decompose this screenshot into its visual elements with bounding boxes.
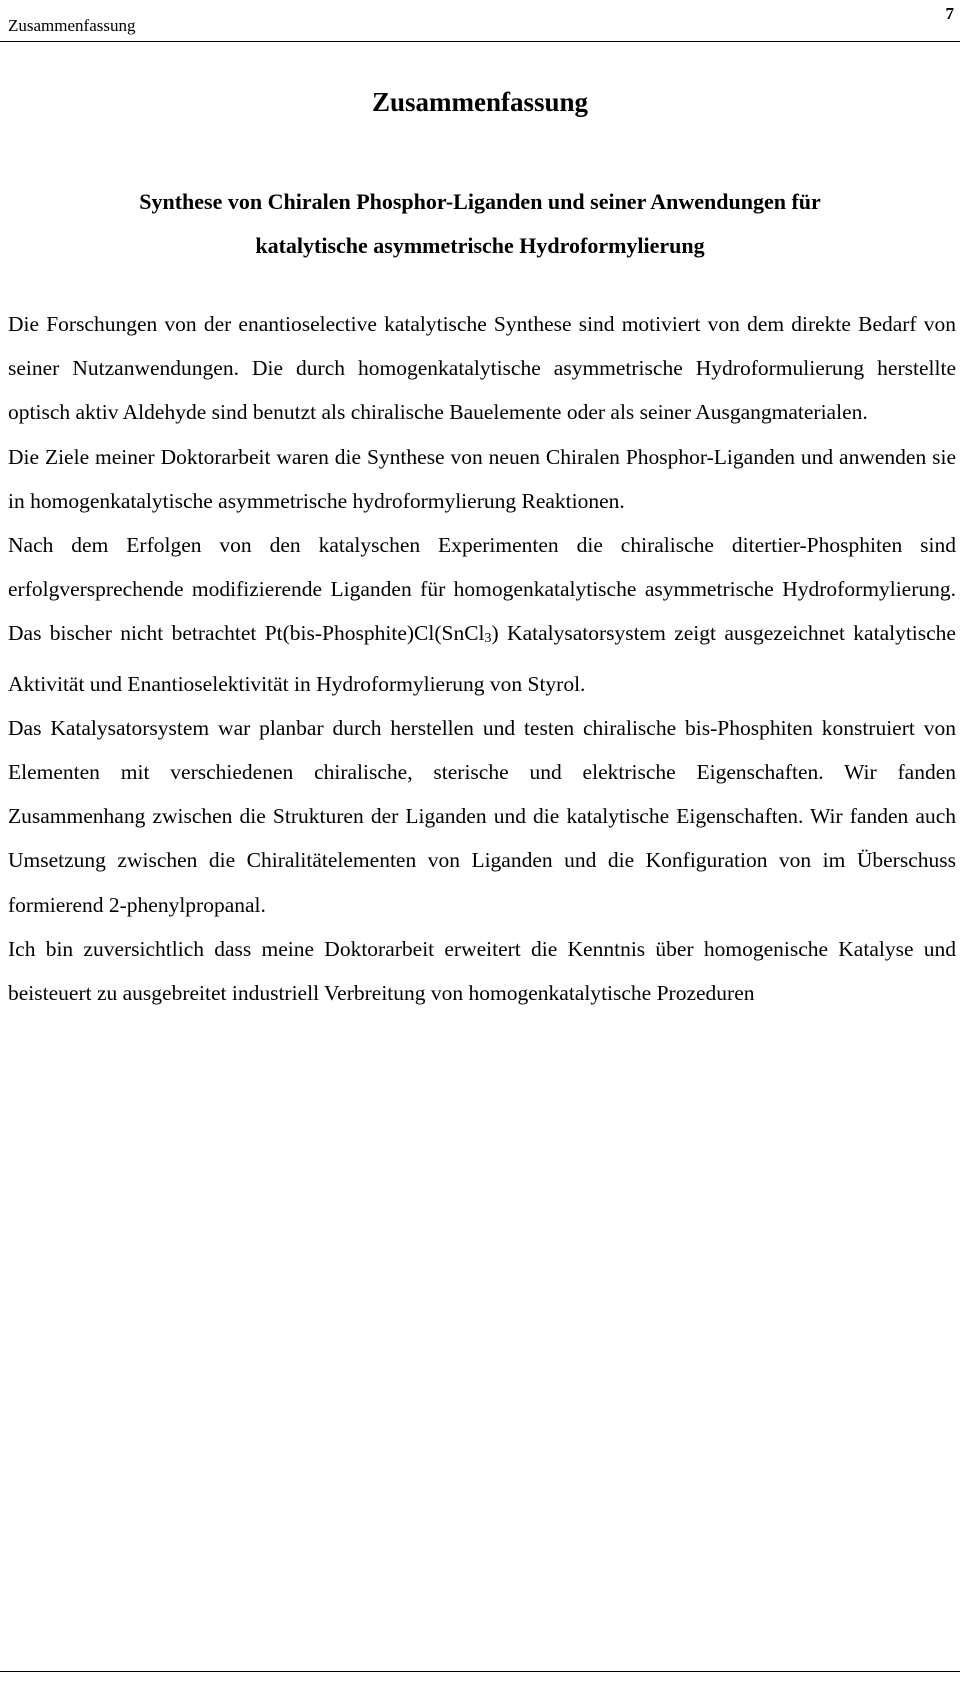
page-number: 7: [945, 4, 954, 23]
section-subtitle: [0, 180, 960, 268]
body-text: [8, 302, 956, 1015]
paragraph-2: Die Ziele meiner Doktorarbeit waren die Synthese von neuen Chiralen Phosphor-Liganden und anwenden sie in homogenkatalytische asymmetrische hydroformylierung Reaktionen.: [8, 444, 956, 513]
footer-rule: [0, 1671, 960, 1672]
subtitle-line-1: Synthese von Chiralen Phosphor-Liganden und seiner Anwendungen für: [139, 189, 821, 214]
subtitle-line-2: katalytische asymmetrische Hydroformylierung: [255, 233, 705, 258]
paragraph-3-text-b: ) Katalysatorsystem zeigt ausgezeichnet katalytische Aktivität und Enantioselektivität in Hydroformylierung von Styrol.: [8, 621, 956, 696]
paragraph-3: [8, 523, 956, 706]
paragraph-5: Ich bin zuversichtlich dass meine Doktorarbeit erweitert die Kenntnis über homogenische Katalyse und beisteuert zu ausgebreitet industriell Verbreitung von homogenkatalytische Prozeduren: [8, 936, 956, 1006]
page-title: Zusammenfassung: [371, 87, 589, 117]
paragraph-1: Die Forschungen von der enantioselective katalytische Synthese sind motiviert von dem direkte Bedarf von seiner Nutzanwendungen. Die durch homogenkatalytische asymmetrische Hydroformulierung herstellte optisch aktiv Aldehyde sind benutzt als chiralische Bauelemente oder als seiner Ausgangmaterialen.: [8, 312, 956, 425]
paragraph-3-text-a: Nach dem Erfolgen von den katalyschen Experimenten die chiralische ditertier-Phosphiten sind erfolgversprechende modifizierende Liganden für homogenkatalytische asymmetrische Hydroformylierung. Das bischer nicht betrachtet Pt(bis-Phosphite)Cl(SnCl: [8, 533, 956, 646]
header-rule: [0, 41, 960, 42]
running-header: Zusammenfassung: [8, 16, 136, 35]
subscript-3: 3: [484, 631, 492, 647]
paragraph-4: Das Katalysatorsystem war planbar durch herstellen und testen chiralische bis-Phosphiten konstruiert von Elementen mit verschiedenen chiralische, sterische und elektrische Eigenschaften. Wir fanden Zusammenhang zwischen die Strukturen der Liganden und die katalytische Eigenschaften. Wir fanden auch Umsetzung zwischen die Chiralitätelementen von Liganden und die Konfiguration von im Überschuss formierend 2-phenylpropanal.: [8, 715, 956, 917]
